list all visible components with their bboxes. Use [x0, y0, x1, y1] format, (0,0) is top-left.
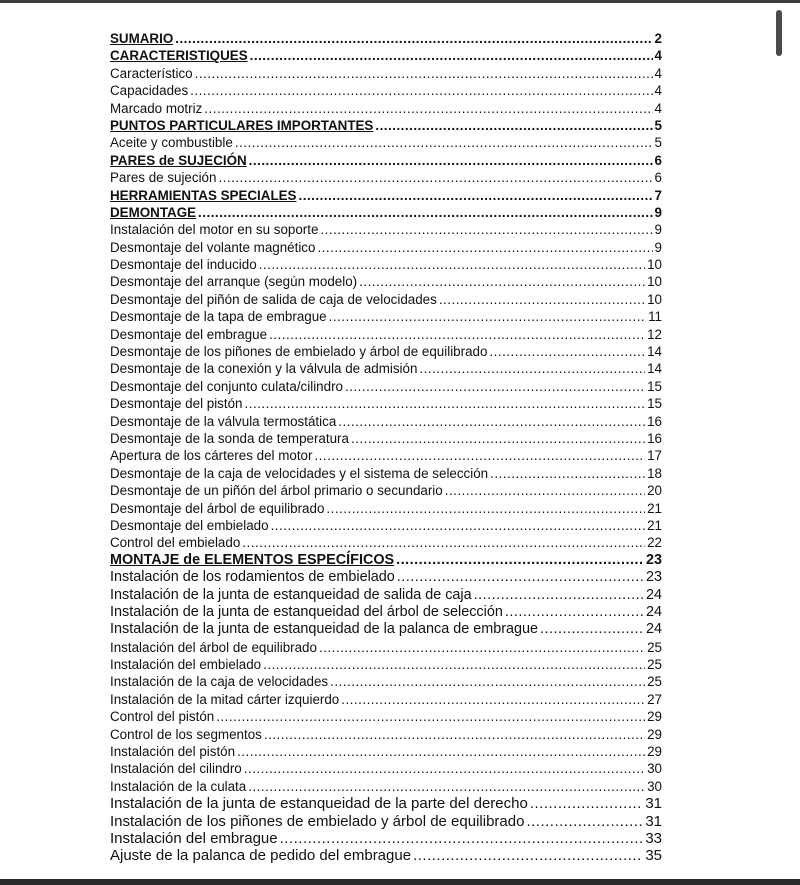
toc-page-number: 10	[647, 274, 662, 290]
toc-entry-title: Instalación de la caja de velocidades	[110, 674, 329, 690]
toc-page-number: 31	[645, 795, 662, 813]
dot-leader	[526, 813, 643, 831]
toc-page-number: 25	[647, 639, 662, 655]
toc-section-heading[interactable]	[110, 117, 662, 134]
toc-entry[interactable]	[110, 726, 662, 743]
dot-leader	[299, 187, 653, 204]
toc-entry-title: Instalación de la culata	[110, 778, 247, 794]
dot-leader	[271, 517, 646, 534]
toc-entry[interactable]	[110, 604, 662, 621]
dot-leader	[249, 152, 653, 169]
toc-entry[interactable]	[110, 830, 662, 847]
toc-entry-title: Instalación del motor en su soporte	[110, 222, 319, 238]
toc-entry[interactable]	[110, 465, 662, 482]
toc-page-number: 21	[647, 500, 662, 516]
toc-section-heading[interactable]	[110, 552, 662, 569]
toc-entry[interactable]	[110, 169, 662, 186]
toc-page-number: 4	[654, 48, 662, 64]
toc-entry-title: Control del pistón	[110, 709, 215, 725]
toc-entry-title: Desmontaje de la conexión y la válvula de admisión	[110, 361, 418, 377]
toc-page-number: 11	[648, 309, 662, 325]
toc-entry-title: Desmontaje de la válvula termostática	[110, 413, 337, 429]
dot-leader	[317, 239, 652, 256]
toc-entry-title: Desmontaje del árbol de equilibrado	[110, 500, 325, 516]
toc-page-number: 24	[645, 603, 662, 620]
toc-entry[interactable]	[110, 656, 662, 673]
dot-leader	[216, 708, 645, 725]
toc-entry-title: Marcado motriz	[110, 100, 203, 116]
toc-entry[interactable]	[110, 326, 662, 343]
dot-leader	[439, 291, 645, 308]
dot-leader	[264, 726, 645, 743]
toc-page-number: 29	[647, 744, 662, 760]
toc-page-number: 33	[645, 829, 662, 847]
toc-page-number: 7	[654, 187, 662, 203]
toc-entry[interactable]	[110, 378, 662, 395]
dot-leader	[204, 100, 652, 117]
dot-leader	[248, 778, 645, 795]
toc-entry[interactable]	[110, 813, 662, 830]
toc-entry-title: Desmontaje de los piñones de embielado y árbol de equilibrado	[110, 344, 488, 360]
toc-entry-title: Instalación del pistón	[110, 744, 236, 760]
toc-entry-title: Desmontaje del arranque (según modelo)	[110, 274, 358, 290]
toc-entry[interactable]	[110, 239, 662, 256]
toc-page-number: 30	[647, 778, 662, 794]
toc-section-heading[interactable]	[110, 187, 662, 204]
toc-entry[interactable]	[110, 413, 662, 430]
table-of-contents	[110, 30, 662, 865]
toc-entry[interactable]	[110, 308, 662, 325]
toc-entry-title: Instalación de los piñones de embielado y árbol de equilibrado	[110, 812, 525, 830]
dot-leader	[345, 378, 645, 395]
toc-page-number: 15	[647, 378, 662, 394]
dot-leader	[338, 413, 645, 430]
toc-entry[interactable]	[110, 691, 662, 708]
toc-entry[interactable]	[110, 778, 662, 795]
toc-entry[interactable]	[110, 795, 662, 812]
toc-entry-title: Capacidades	[110, 83, 189, 99]
dot-leader	[269, 326, 645, 343]
toc-entry-title: Pares de sujeción	[110, 170, 217, 186]
toc-entry[interactable]	[110, 708, 662, 725]
toc-page-number: 10	[647, 291, 662, 307]
toc-page-number: 27	[647, 691, 662, 707]
toc-page-number: 23	[645, 551, 662, 568]
dot-leader	[245, 395, 646, 412]
dot-leader	[235, 134, 653, 151]
toc-entry-title: SUMARIO	[110, 31, 174, 46]
toc-page-number: 31	[645, 812, 662, 830]
toc-entry-title: Desmontaje del embielado	[110, 517, 269, 533]
toc-page-number: 12	[647, 326, 662, 342]
toc-entry-title: Desmontaje del conjunto culata/cilindro	[110, 378, 343, 394]
dot-leader	[195, 65, 653, 82]
toc-entry-title: Instalación de la mitad cárter izquierdo	[110, 691, 340, 707]
dot-leader	[250, 47, 653, 64]
toc-page-number: 25	[647, 674, 662, 690]
toc-page-number: 9	[654, 239, 662, 255]
toc-page-number: 6	[654, 152, 662, 168]
dot-leader	[396, 552, 644, 569]
toc-entry-title: Ajuste de la palanca de pedido del embrague	[110, 847, 412, 865]
toc-entry[interactable]	[110, 639, 662, 656]
toc-entry[interactable]	[110, 760, 662, 777]
dot-leader	[351, 430, 645, 447]
toc-entry[interactable]	[110, 500, 662, 517]
toc-entry[interactable]	[110, 447, 662, 464]
dot-leader	[175, 30, 652, 47]
toc-entry[interactable]	[110, 587, 662, 604]
dot-leader	[530, 795, 644, 813]
toc-entry-title: HERRAMIENTAS SPECIALES	[110, 187, 297, 203]
toc-page-number: 2	[654, 31, 662, 46]
toc-entry-title: Desmontaje del inducido	[110, 257, 257, 273]
toc-entry-title: Instalación del embrague	[110, 829, 278, 847]
window-bottom-edge	[0, 879, 800, 885]
toc-entry[interactable]	[110, 221, 662, 238]
toc-page-number: 30	[647, 761, 662, 777]
scrollbar-thumb[interactable]	[776, 10, 782, 56]
toc-page-number: 9	[654, 222, 662, 238]
toc-page-number: 20	[647, 483, 662, 499]
toc-entry-title: Apertura de los cárteres del motor	[110, 448, 313, 464]
dot-leader	[413, 847, 643, 865]
toc-page-number: 21	[647, 517, 662, 533]
toc-entry-title: Desmontaje de la caja de velocidades y el sistema de selección	[110, 465, 489, 481]
toc-entry-title: Desmontaje del volante magnético	[110, 239, 316, 255]
toc-entry-title: Desmontaje de un piñón del árbol primario o secundario	[110, 483, 443, 499]
toc-entry-title: PARES de SUJECIÓN	[110, 152, 247, 168]
toc-page-number: 14	[647, 344, 662, 360]
toc-entry[interactable]	[110, 134, 662, 151]
toc-page-number: 23	[645, 569, 662, 586]
toc-page-number: 4	[654, 100, 662, 116]
toc-page-number: 29	[647, 709, 662, 725]
window-top-edge	[0, 0, 800, 3]
toc-entry-title: Instalación del árbol de equilibrado	[110, 639, 317, 655]
toc-page-number: 9	[654, 204, 662, 220]
toc-entry[interactable]	[110, 847, 662, 864]
toc-page-number: 6	[654, 170, 662, 186]
toc-entry[interactable]	[110, 743, 662, 760]
dot-leader	[242, 534, 645, 551]
toc-entry-title: DEMONTAGE	[110, 204, 197, 220]
toc-page-number: 22	[647, 535, 662, 551]
toc-page-number: 24	[645, 586, 662, 603]
toc-page-number: 25	[647, 657, 662, 673]
toc-entry[interactable]	[110, 65, 662, 82]
toc-entry[interactable]	[110, 82, 662, 99]
dot-leader	[244, 760, 645, 777]
toc-entry-title: Desmontaje del pistón	[110, 396, 243, 412]
toc-entry-title: Control de los segmentos	[110, 726, 262, 742]
toc-entry-title: Instalación de la junta de estanqueidad de salida de caja	[110, 586, 472, 603]
toc-entry-title: Aceite y combustible	[110, 135, 233, 151]
dot-leader	[237, 743, 645, 760]
dot-leader	[505, 604, 644, 621]
toc-page-number: 18	[647, 465, 662, 481]
dot-leader	[259, 256, 645, 273]
toc-entry[interactable]	[110, 534, 662, 551]
toc-entry-title: Instalación de la junta de estanqueidad de la parte del derecho	[110, 795, 528, 813]
toc-entry[interactable]	[110, 395, 662, 412]
toc-entry[interactable]	[110, 360, 662, 377]
toc-entry-title: PUNTOS PARTICULARES IMPORTANTES	[110, 117, 374, 133]
dot-leader	[314, 447, 645, 464]
toc-entry-title: Instalación de la junta de estanqueidad del árbol de selección	[110, 603, 503, 620]
toc-page-number: 35	[645, 847, 662, 865]
toc-entry-title: CARACTERISTIQUES	[110, 48, 248, 64]
toc-section-heading[interactable]	[110, 152, 662, 169]
toc-entry-title: Instalación de los rodamientos de embielado	[110, 569, 395, 586]
toc-page-number: 5	[654, 135, 662, 151]
dot-leader	[375, 117, 652, 134]
toc-entry-title: Característico	[110, 65, 193, 81]
dot-leader	[198, 204, 653, 221]
dot-leader	[359, 273, 645, 290]
dot-leader	[490, 465, 645, 482]
dot-leader	[329, 308, 646, 325]
toc-section-heading[interactable]	[110, 204, 662, 221]
toc-page-number: 29	[647, 726, 662, 742]
toc-page-number: 4	[654, 83, 662, 99]
toc-entry[interactable]	[110, 100, 662, 117]
toc-page-number: 16	[647, 430, 662, 446]
dot-leader	[320, 221, 652, 238]
toc-entry-title: Desmontaje de la tapa de embrague	[110, 309, 327, 325]
toc-entry[interactable]	[110, 256, 662, 273]
dot-leader	[190, 82, 652, 99]
toc-page-number: 4	[654, 65, 662, 81]
toc-entry-title: Desmontaje del piñón de salida de caja de velocidades	[110, 291, 437, 307]
toc-section-heading[interactable]	[110, 47, 662, 64]
toc-entry[interactable]	[110, 291, 662, 308]
dot-leader	[218, 169, 652, 186]
toc-section-heading[interactable]	[110, 30, 662, 47]
toc-entry[interactable]	[110, 482, 662, 499]
toc-page-number: 5	[654, 117, 662, 133]
toc-entry[interactable]	[110, 621, 662, 638]
toc-entry-title: MONTAJE de ELEMENTOS ESPECÍFICOS	[110, 551, 395, 568]
toc-entry[interactable]	[110, 517, 662, 534]
dot-leader	[419, 360, 645, 377]
dot-leader	[280, 830, 644, 848]
toc-entry[interactable]	[110, 569, 662, 586]
toc-page-number: 16	[647, 413, 662, 429]
toc-page-number: 15	[647, 396, 662, 412]
dot-leader	[540, 621, 644, 638]
dot-leader	[319, 639, 645, 656]
toc-entry[interactable]	[110, 273, 662, 290]
toc-entry-title: Desmontaje de la sonda de temperatura	[110, 430, 349, 446]
dot-leader	[445, 482, 645, 499]
toc-entry-title: Control del embielado	[110, 535, 241, 551]
dot-leader	[341, 691, 645, 708]
toc-entry[interactable]	[110, 673, 662, 690]
dot-leader	[397, 569, 644, 586]
toc-entry[interactable]	[110, 430, 662, 447]
dot-leader	[263, 656, 645, 673]
dot-leader	[330, 673, 645, 690]
toc-entry-title: Instalación del cilindro	[110, 761, 242, 777]
toc-entry-title: Desmontaje del embrague	[110, 326, 268, 342]
toc-page-number: 17	[647, 448, 662, 464]
toc-page-number: 14	[647, 361, 662, 377]
dot-leader	[489, 343, 645, 360]
dot-leader	[326, 500, 645, 517]
toc-page-number: 24	[645, 621, 662, 638]
toc-entry-title: Instalación de la junta de estanqueidad de la palanca de embrague	[110, 621, 539, 638]
toc-entry[interactable]	[110, 343, 662, 360]
toc-entry-title: Instalación del embielado	[110, 657, 262, 673]
dot-leader	[474, 587, 644, 604]
toc-page-number: 10	[647, 257, 662, 273]
